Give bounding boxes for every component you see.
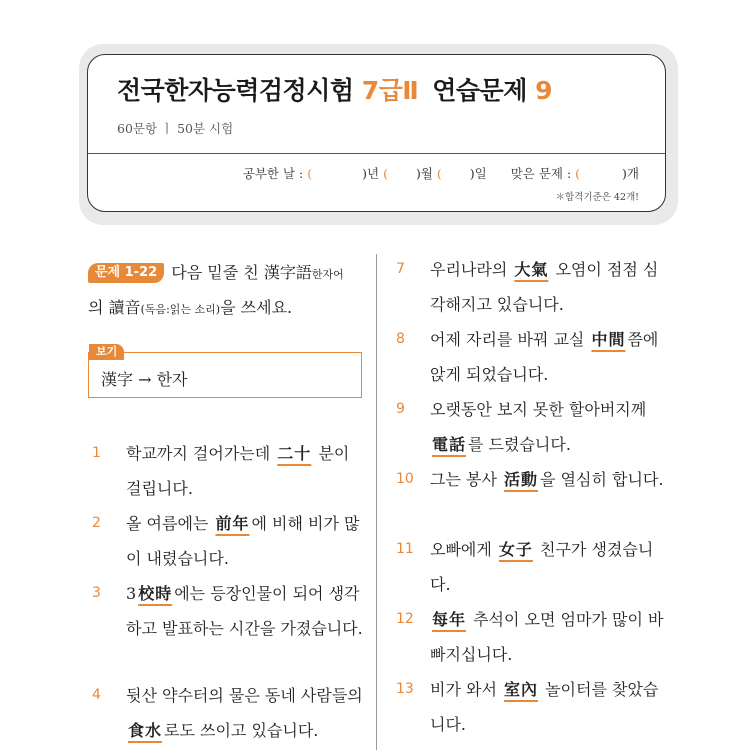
- example-tag: 보기: [89, 344, 124, 360]
- question-hanja: 前年: [215, 514, 250, 533]
- question-text: [430, 532, 670, 602]
- month-open-paren: (: [383, 166, 388, 181]
- question-hanja: 校時: [138, 584, 173, 603]
- question-text: [430, 392, 670, 462]
- header-frame: [79, 44, 678, 225]
- exam-info: 60문항 ㅣ 50분 시험: [117, 121, 234, 136]
- count-open-paren: (: [575, 166, 581, 181]
- question-post: 에는 등장인물이 되어 생각하고 발표하는 시간을 가졌습니다.: [126, 584, 363, 638]
- question-hanja: 女子: [498, 540, 533, 559]
- question-item: [396, 322, 676, 392]
- question-hanja: 食水: [128, 721, 163, 740]
- question-number: 10: [396, 471, 414, 487]
- title-main: 전국한자능력검정시험: [117, 76, 354, 105]
- question-pre: 오빠에게: [430, 540, 497, 559]
- count-label: )개: [622, 166, 639, 181]
- question-text: [126, 576, 364, 646]
- title-number: 9: [535, 76, 552, 105]
- question-post: 친구가 생겼습니다.: [430, 540, 654, 594]
- question-item: [396, 462, 676, 532]
- hanja-gloss: 한자어: [311, 268, 344, 281]
- example-box: [88, 345, 362, 398]
- question-text: [430, 672, 670, 742]
- question-pre: 어제 자리를 바꿔 교실: [430, 330, 590, 349]
- question-item: [92, 678, 372, 748]
- question-hanja: 每年: [432, 610, 467, 629]
- question-post: 분이 걸립니다.: [126, 444, 350, 498]
- question-number: 3: [92, 585, 101, 601]
- hanja-word: 漢字語: [263, 263, 312, 282]
- example-answer: 한자: [156, 370, 188, 389]
- question-item: [92, 576, 372, 676]
- correct-count-label: 맞은 문제 :: [510, 166, 572, 181]
- question-pre: 올 여름에는: [126, 514, 214, 533]
- question-pre: 뒷산 약수터의 물은 동네 사람들의: [126, 686, 363, 705]
- question-post: 를 드렸습니다.: [468, 435, 571, 454]
- question-item: [396, 672, 676, 742]
- question-post: 쯤에 앉게 되었습니다.: [430, 330, 659, 384]
- question-pre: 비가 와서: [430, 680, 502, 699]
- question-post: 을 열심히 합니다.: [540, 470, 664, 489]
- question-hanja: 活動: [504, 470, 539, 489]
- year-label: )년: [362, 166, 380, 181]
- problem-range-badge: 문제 1-22: [88, 263, 164, 283]
- example-text: [101, 367, 188, 390]
- instruction-part: 의: [88, 298, 109, 317]
- question-hanja: 電話: [432, 435, 467, 454]
- question-pre: 오랫동안 보지 못한 할아버지께: [430, 400, 647, 419]
- header-divider: [88, 153, 665, 154]
- question-number: 7: [396, 261, 405, 277]
- question-hanja: 二十: [277, 444, 312, 463]
- question-hanja: 大氣: [514, 260, 549, 279]
- pass-criteria-note: ＊합격기준은 42개!: [555, 192, 639, 203]
- question-text: [126, 678, 364, 748]
- question-hanja: 中間: [591, 330, 626, 349]
- study-date-label: 공부한 날 :: [242, 166, 304, 181]
- question-pre: 우리나라의: [430, 260, 513, 279]
- question-number: 2: [92, 515, 101, 531]
- question-post: 오염이 점점 심각해지고 있습니다.: [430, 260, 659, 314]
- question-number: 12: [396, 611, 414, 627]
- arrow-icon: →: [133, 370, 157, 389]
- year-open-paren: (: [307, 166, 313, 181]
- question-number: 9: [396, 401, 405, 417]
- header-card: [87, 54, 666, 212]
- question-pre: 그는 봉사: [430, 470, 502, 489]
- question-number: 13: [396, 681, 414, 697]
- study-record-line: [243, 164, 639, 182]
- question-item: [396, 532, 676, 602]
- reading-gloss: (독음:읽는 소리): [140, 303, 221, 316]
- instruction-text: [88, 256, 368, 326]
- question-item: [92, 506, 372, 576]
- reading-word: 讀音: [108, 298, 141, 317]
- question-pre: 3: [126, 584, 137, 603]
- question-item: [396, 392, 676, 462]
- question-item: [396, 252, 676, 322]
- question-number: 8: [396, 331, 405, 347]
- title-grade: 7급Ⅱ: [361, 76, 419, 105]
- question-item: [396, 602, 676, 672]
- question-text: [430, 602, 670, 672]
- question-number: 4: [92, 687, 101, 703]
- question-hanja: 室內: [504, 680, 539, 699]
- month-label: )월: [415, 166, 433, 181]
- instruction-part: 다음 밑줄 친: [166, 263, 264, 282]
- question-post: 에 비해 비가 많이 내렸습니다.: [126, 514, 360, 568]
- day-label: )일: [469, 166, 487, 181]
- question-post: 추석이 오면 엄마가 많이 바빠지십니다.: [430, 610, 664, 664]
- example-hanja: 漢字: [101, 370, 134, 389]
- question-post: 로도 쓰이고 있습니다.: [164, 721, 319, 740]
- question-text: [430, 252, 670, 322]
- question-item: [92, 436, 372, 506]
- question-text: [430, 462, 670, 497]
- column-divider: [376, 254, 377, 750]
- title-practice: 연습문제: [432, 76, 527, 105]
- question-text: [126, 506, 364, 576]
- question-number: 1: [92, 445, 101, 461]
- question-pre: 학교까지 걸어가는데: [126, 444, 276, 463]
- instruction-part: 을 쓰세요.: [220, 298, 293, 317]
- question-text: [430, 322, 670, 392]
- question-number: 11: [396, 541, 414, 557]
- question-text: [126, 436, 364, 506]
- page-title: [117, 71, 552, 107]
- question-post: 놀이터를 찾았습니다.: [430, 680, 659, 734]
- day-open-paren: (: [436, 166, 442, 181]
